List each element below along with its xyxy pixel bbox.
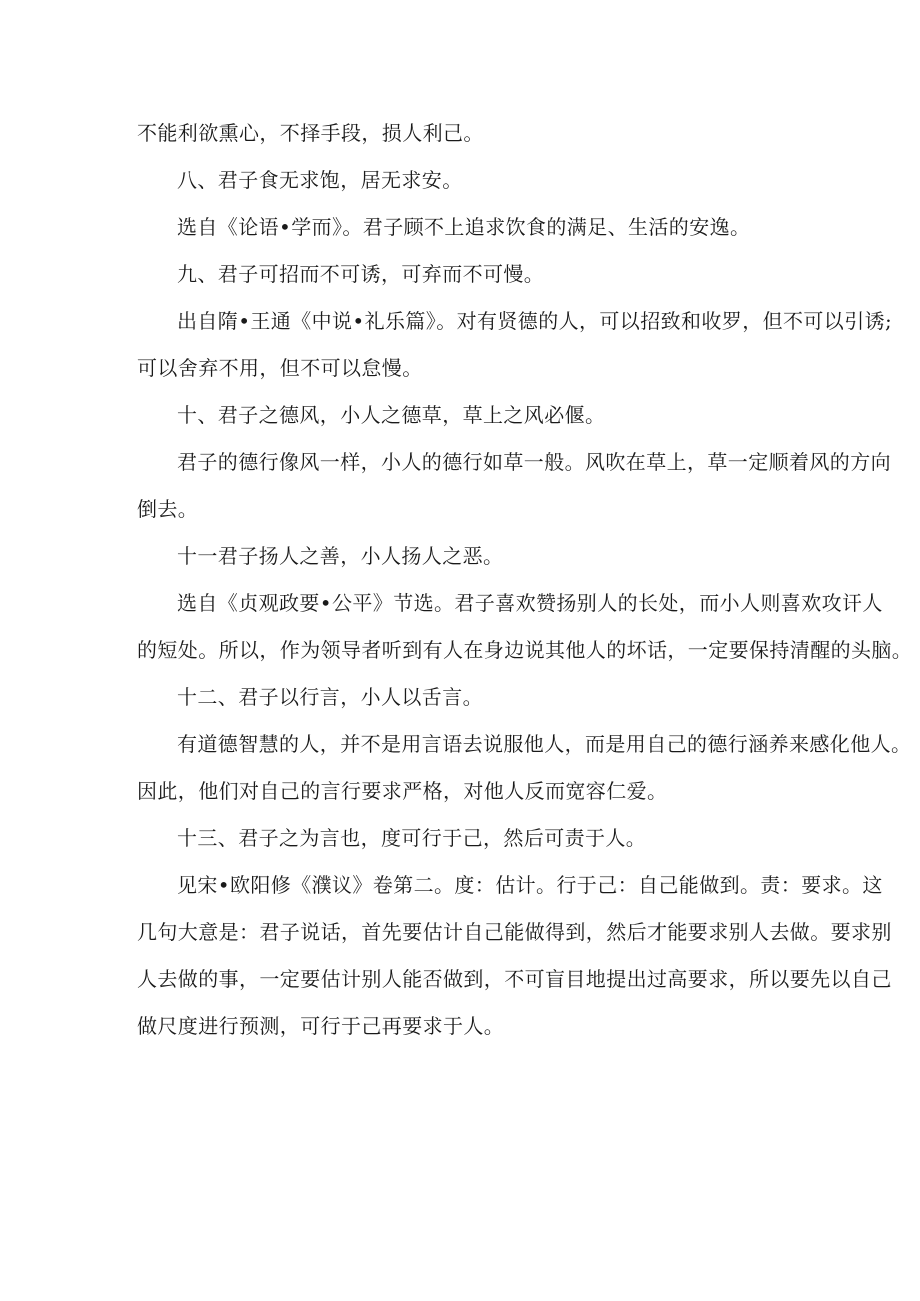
text-line: 见宋•欧阳修《濮议》卷第二。度：估计。行于己：自己能做到。责：要求。这 [177, 873, 883, 897]
section-heading-9: 九、君子可招而不可诱，可弃而不可慢。 [177, 262, 545, 286]
text-line: 因此，他们对自己的言行要求严格，对他人反而宽容仁爱。 [137, 779, 668, 803]
text-line: 有道德智慧的人，并不是用言语去说服他人，而是用自己的德行涵养来感化他人。 [177, 732, 912, 756]
text-line: 选自《论语•学而》。君子顾不上追求饮食的满足、生活的安逸。 [177, 215, 751, 239]
text-line: 不能利欲熏心，不择手段，损人利己。 [137, 121, 484, 145]
section-heading-12: 十二、君子以行言，小人以舌言。 [177, 685, 483, 709]
text-line: 君子的德行像风一样，小人的德行如草一般。风吹在草上，草一定顺着风的方向 [177, 450, 891, 474]
section-heading-8: 八、君子食无求饱，居无求安。 [177, 168, 463, 192]
text-line: 的短处。所以，作为领导者听到有人在身边说其他人的坏话，一定要保持清醒的头脑。 [137, 638, 913, 662]
text-line: 倒去。 [137, 497, 199, 521]
text-line: 做尺度进行预测，可行于己再要求于人。 [137, 1014, 505, 1038]
section-heading-11: 十一君子扬人之善，小人扬人之恶。 [177, 544, 504, 568]
section-heading-13: 十三、君子之为言也，度可行于己，然后可责于人。 [177, 826, 647, 850]
text-line: 可以舍弃不用，但不可以怠慢。 [137, 356, 423, 380]
document-page [137, 110, 913, 1050]
section-heading-10: 十、君子之德风，小人之德草，草上之风必偃。 [177, 403, 606, 427]
text-line: 人去做的事，一定要估计别人能否做到，不可盲目地提出过高要求，所以要先以自己 [137, 967, 892, 991]
text-line: 几句大意是：君子说话，首先要估计自己能做得到，然后才能要求别人去做。要求别 [137, 920, 892, 944]
text-line: 出自隋•王通《中说•礼乐篇》。对有贤德的人，可以招致和收罗，但不可以引诱; [177, 309, 893, 333]
text-line: 选自《贞观政要•公平》节选。君子喜欢赞扬别人的长处，而小人则喜欢攻讦人 [177, 591, 883, 615]
